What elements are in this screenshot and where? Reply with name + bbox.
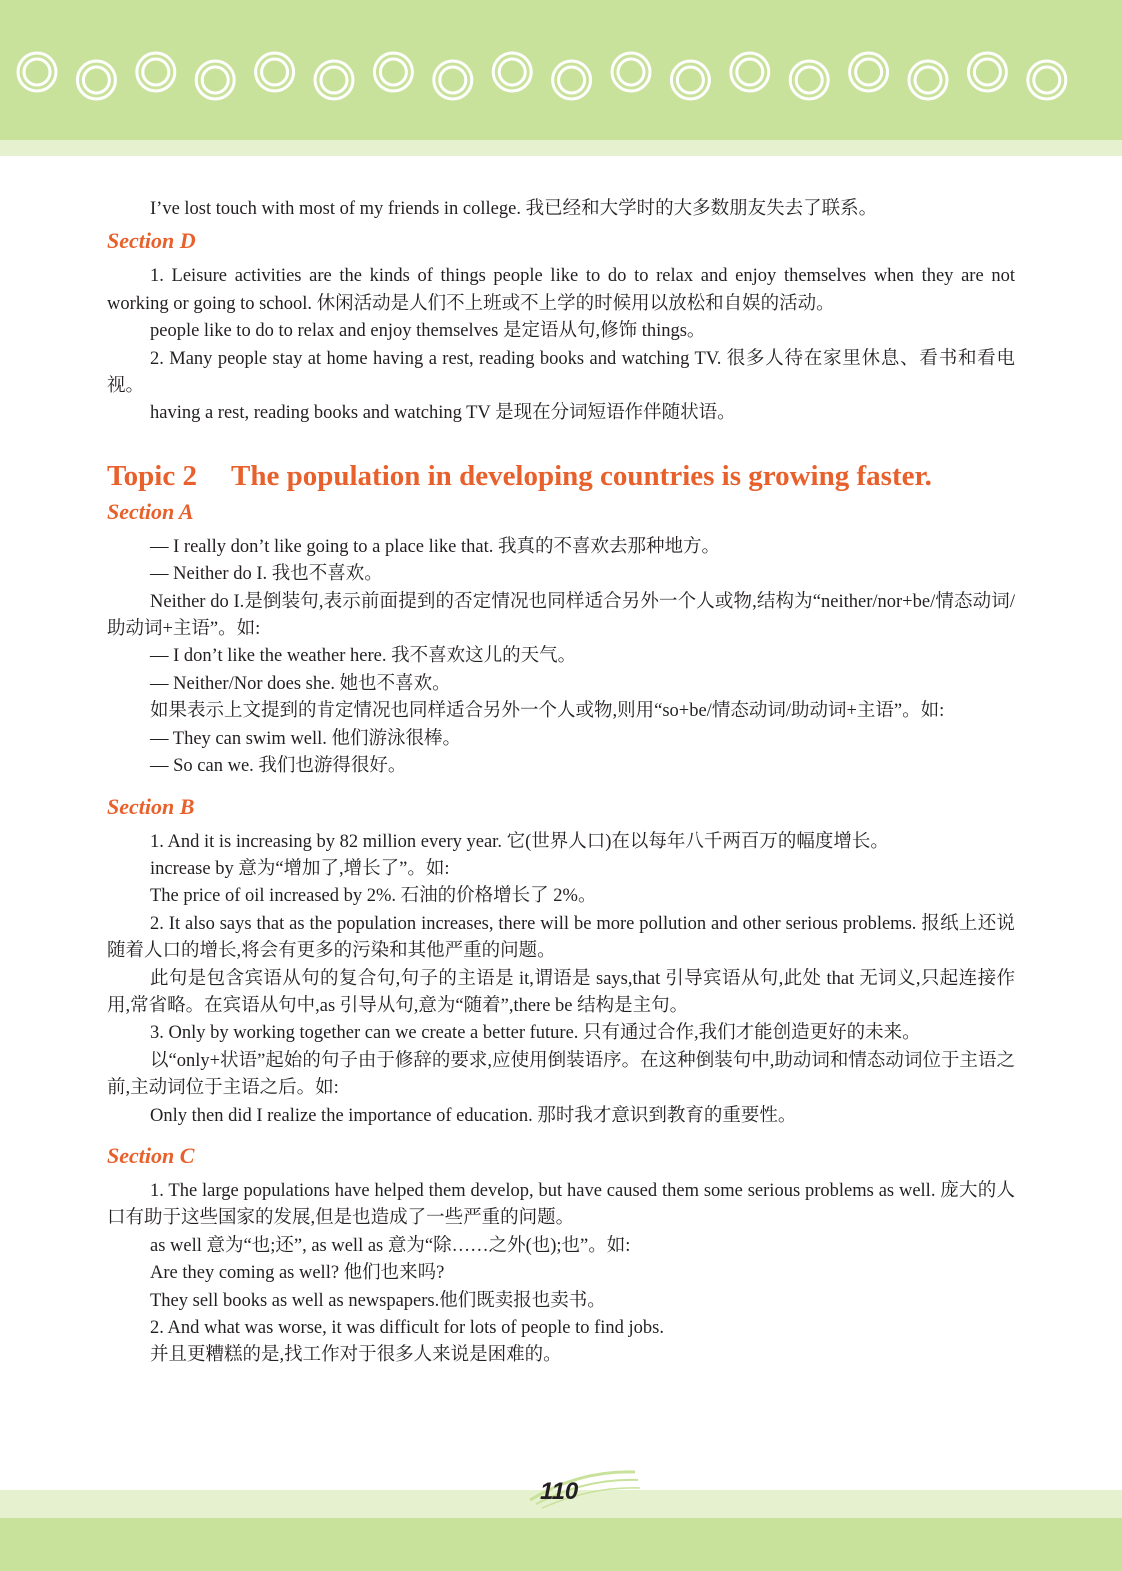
paragraph: Only then did I realize the importance of education. 那时我才意识到教育的重要性。	[150, 1105, 797, 1126]
intro-paragraph: I’ve lost touch with most of my friends in college. 我已经和大学时的大多数朋友失去了联系。	[150, 199, 878, 219]
footer-band	[0, 1518, 1122, 1571]
page-number: 110	[540, 1478, 579, 1505]
ring-ornament	[618, 59, 644, 85]
paragraph: Neither do I.是倒装句,表示前面提到的否定情况也同样适合另外一个人或物,结构为“neither/nor+be/情态动词/助动词+主语”。如:	[107, 591, 1015, 640]
paragraph: Are they coming as well? 他们也来吗?	[150, 1263, 445, 1284]
paragraph: 1. And it is increasing by 82 million every year. 它(世界人口)在以每年八千两百万的幅度增长。	[150, 831, 889, 852]
paragraph: 此句是包含宾语从句的复合句,句子的主语是 it,谓语是 says,that 引导宾语从句,此处 that 无词义,只起连接作用,常省略。在宾语从句中,as 引导从句,意为“随着”,there be 结构是主句。	[107, 968, 1015, 1016]
section-a-heading: Section A	[107, 498, 194, 524]
ring-ornament	[380, 59, 406, 85]
section-d-heading: Section D	[107, 228, 196, 254]
paragraph: — I don’t like the weather here. 我不喜欢这儿的天气。	[150, 646, 577, 667]
paragraph: They sell books as well as newspapers.他们既卖报也卖书。	[150, 1290, 606, 1311]
ring-ornament	[915, 67, 941, 93]
ring-ornament	[24, 59, 50, 85]
ring-ornament	[559, 67, 585, 93]
paragraph: — So can we. 我们也游得很好。	[150, 756, 407, 777]
ring-ornament	[202, 67, 228, 93]
paragraph: — They can swim well. 他们游泳很棒。	[150, 728, 462, 749]
ring-ornament	[974, 59, 1000, 85]
paragraph: 如果表示上文提到的肯定情况也同样适合另外一个人或物,则用“so+be/情态动词/助动词+主语”。如:	[150, 701, 945, 722]
paragraph: — Neither do I. 我也不喜欢。	[150, 564, 383, 585]
ring-ornament	[83, 67, 109, 93]
topic-heading	[107, 458, 1015, 494]
ring-ornament	[796, 67, 822, 93]
ring-ornament	[440, 67, 466, 93]
paragraph: having a rest, reading books and watching TV 是现在分词短语作伴随状语。	[150, 403, 736, 424]
ring-ornament	[737, 59, 763, 85]
ring-ornament	[143, 59, 169, 85]
paragraph: increase by 意为“增加了,增长了”。如:	[150, 858, 450, 879]
paragraph: 并且更糟糕的是,找工作对于很多人来说是困难的。	[150, 1345, 562, 1366]
ring-ornament	[856, 59, 882, 85]
paragraph: — Neither/Nor does she. 她也不喜欢。	[150, 673, 451, 694]
decorative-rings	[0, 0, 1122, 140]
paragraph: people like to do to relax and enjoy themselves 是定语从句,修饰 things。	[150, 321, 706, 342]
ring-ornament	[499, 59, 525, 85]
ring-ornament	[1034, 67, 1060, 93]
paragraph: 3. Only by working together can we create a better future. 只有通过合作,我们才能创造更好的未来。	[150, 1023, 921, 1044]
paragraph: 1. The large populations have helped them develop, but have caused them some serious problems as well. 庞大的人口有助于这些国家的发展,但是也造成了一些严重的问题。	[107, 1180, 1015, 1229]
topic-title: The population in developing countries is growing faster.	[231, 459, 932, 492]
paragraph: as well 意为“也;还”, as well as 意为“除……之外(也);也”。如:	[150, 1235, 631, 1256]
ring-ornament	[321, 67, 347, 93]
paragraph: 2. It also says that as the population increases, there will be more pollution and other serious problems. 报纸上还说随着人口的增长,将会有更多的污染和其他严重的问题。	[107, 913, 1015, 962]
paragraph: The price of oil increased by 2%. 石油的价格增长了 2%。	[150, 886, 597, 907]
ring-ornament	[262, 59, 288, 85]
topic-label: Topic 2	[107, 459, 197, 492]
header-stripe	[0, 140, 1122, 156]
page-content	[107, 196, 1015, 1370]
paragraph: 2. Many people stay at home having a rest, reading books and watching TV. 很多人待在家里休息、看书和看电视。	[107, 348, 1015, 397]
page-number-badge	[500, 1460, 650, 1520]
paragraph: — I really don’t like going to a place like that. 我真的不喜欢去那种地方。	[150, 536, 720, 557]
paragraph: 1. Leisure activities are the kinds of things people like to do to relax and enjoy themselves when they are not working or going to school. 休闲活动是人们不上班或不上学的时候用以放松和自娱的活动。	[107, 266, 1015, 314]
section-b-heading: Section B	[107, 793, 195, 819]
paragraph: 以“only+状语”起始的句子由于修辞的要求,应使用倒装语序。在这种倒装句中,助动词和情态动词位于主语之前,主动词位于主语之后。如:	[107, 1050, 1015, 1099]
paragraph: 2. And what was worse, it was difficult for lots of people to find jobs.	[150, 1318, 664, 1338]
ring-ornament	[677, 67, 703, 93]
section-c-heading: Section C	[107, 1142, 195, 1168]
